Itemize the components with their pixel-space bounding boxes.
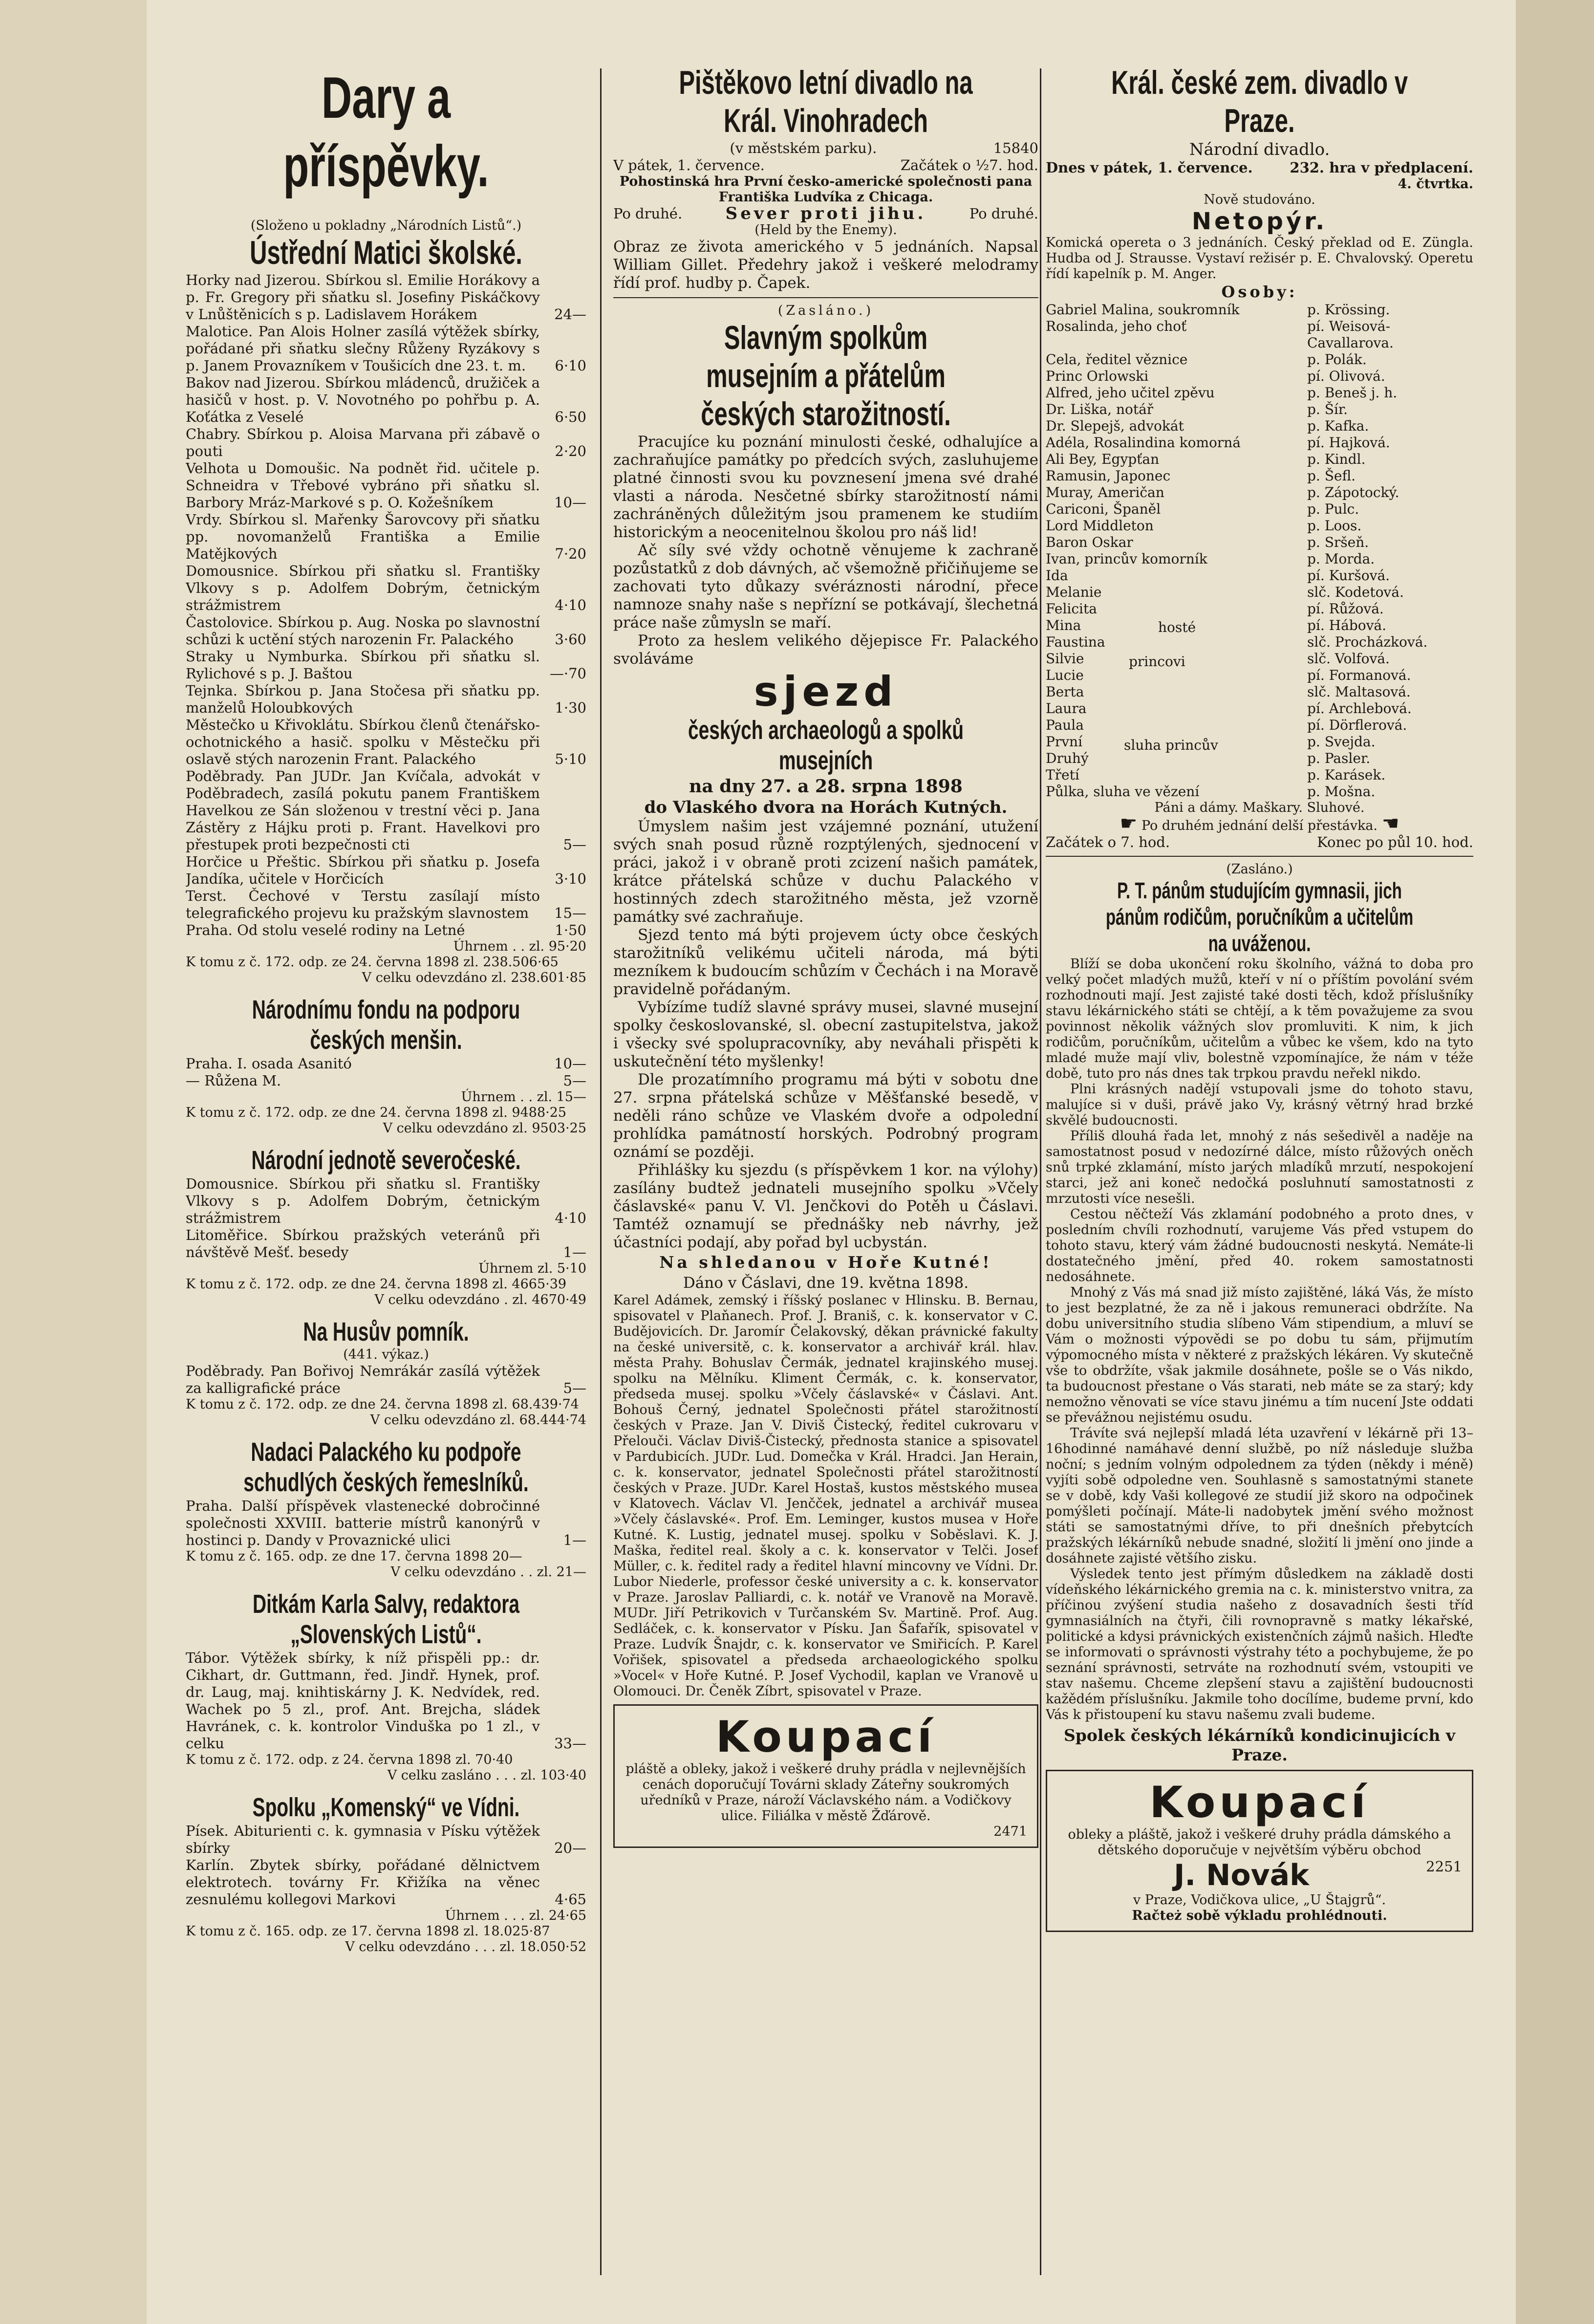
grand-total: V celku zasláno . . . zl. 103·40 xyxy=(387,1768,586,1783)
list-item: Praha. I. osada Asanitó 10— xyxy=(186,1055,586,1072)
cast-row: První p. Svejda. xyxy=(1046,734,1376,750)
grand-total: V celku odevzdáno zl. 9503·25 xyxy=(383,1121,586,1136)
grand-total: V celku odevzdáno . . zl. 21— xyxy=(390,1564,586,1580)
column-middle xyxy=(613,64,1038,2280)
cast-row: Cela, ředitel věznice p. Polák. xyxy=(1046,351,1367,368)
paragraph: Trávíte svá nejlepší mladá léta uzavření v lékárně při 13–16hodinné namáhavé denní službě, po níž následuje služba noční; s jedním volným odpolednem za týden (někdy i méně) vyjíti sobě odpoledne ven. Souhlasně s samostatnými stanete se v době, kdy Vaši kollegové ze studií již skoro na odpočinek pomýšleti počínají. Máte-li nadobytek jmění svého možnost státi se samostatnými dříve, to při dnešních přebytcích pražských lékárníků nebude snadné, složití li jmění ono jinde a dosáhnete zajisté většího zisku. xyxy=(1046,1426,1473,1566)
intermission-note: ☛ Po druhém jednání delší přestávka. ☚ xyxy=(1120,812,1400,835)
list-item: Litoměřice. Sbírkou pražských veteránů při návštěvě Mešť. besedy 1— xyxy=(186,1227,586,1260)
list-item: Praha. Další příspěvek vlastenecké dobročinné společnosti XXVIII. batterie místrů kanonýrů v hostinci p. Dandy v Provaznické ulici 1— xyxy=(186,1498,586,1548)
subtotal: Úhrnem . . zl. 95·20 xyxy=(453,939,586,954)
list-item: — Růžena M. 5— xyxy=(186,1072,586,1089)
list-item: Tábor. Výtěžek sbírky, k níž přispěli pp.: dr. Cikhart, dr. Guttmann, řed. Jindř. Hynek, prof. dr. Laug, maj. knihtiskárny J. K. Nedvídek, red. Wachek po 5 zl., prof. Ant. Brejcha, sládek Havránek, c. k. kontrolor Vinduška po 1 zl., v celku 33— xyxy=(186,1650,586,1752)
cast-row: Baron Oskar p. Sršeň. xyxy=(1046,534,1369,550)
paper-edge-right xyxy=(1516,0,1594,2324)
advert-merchant: J. Novák xyxy=(1174,1858,1310,1892)
carry-over: K tomu z č. 172. odp. ze 24. června 1898 zl. 238.506·65 xyxy=(186,955,559,970)
signatories: Karel Adámek, zemský i říšský poslanec v Hlinsku. B. Bernau, spisovatel v Plaňanech. Prof. J. Braniš, c. k. konservator v C. Budějovicích. Dr. Jaromír Čelakovský, děkan právnické fakulty na české universitě, c. k. konservator a archivář král. hlav. města Prahy. Bohuslav Čermák, jednatel krajinského musej. spolku na Mělníku. Kliment Čermák, c. k. konservator, předseda musej. spolku »Včely čáslavské« v Čáslavi. Ant. Bohouš Černý, jednatel Společnosti přátel starožitností českých v Praze. Jan V. Diviš Čistecký, ředitel cukrovaru v Přelouči. Václav Diviš-Čistecký, přednosta stanice a spisovatel v Pardubicích. JUDr. Lud. Domečka v Král. Hradci. Jan Herain, c. k. konservator, jednatel Společnosti přátel starožitností českých v Praze. JUDr. Karel Hostaš, kustos městského musea v Klatovech. Václav Vl. Jenčček, jednatel a archivář musea »Včely čáslavské«. Prof. Em. Leminger, kustos musea v Hoře Kutné. K. Lustig, jednatel musej. spolku v Soběslavi. K. J. Maška, ředitel real. školy a c. k. konservator v Telči. Josef Müller, c. k. ředitel rady a ředitel hlavní mincovny ve Vídni. Dr. Lubor Niederle, professor české university a c. k. konservator v Praze. Jaroslav Palliardi, c. k. notář ve Vranově na Moravě. MUDr. Jiří Petrikovich v Turčanském Sv. Martině. Prof. Aug. Sedláček, c. k. konservator v Písku. Jan Šafařík, spisovatel v Praze. Ludvík Šnajdr, c. k. konservator ve Smiřicích. P. Karel Vořišek, spisovatel a předseda archaeologického spolku »Vocel« v Hoře Kutné. P. Josef Vychodil, kaplan ve Vranově u Olomouci. Dr. Čeněk Zíbrt, spisovatel v Praze. xyxy=(613,1293,1038,1699)
column-rule xyxy=(600,68,602,2275)
theatre-subline: (v městském parku). 15840 xyxy=(730,140,1038,156)
paragraph: Úmyslem našim jest vzájemné poznání, utužení svých snah posud různě rozptýlených, sjednocení v práci, jakož i v obraně proti zcizení našich památek, krátce přátelská schůze v duchu Palackého v hostinných zdech starožitného města, jež vzorně památky své zachraňuje. xyxy=(613,818,1038,926)
cast-row: Muray, Američan p. Zápotocký. xyxy=(1046,484,1400,500)
theatre-times: Začátek o 7. hod. Konec po půl 10. hod. xyxy=(1046,834,1473,850)
list-item: Horky nad Jizerou. Sbírkou sl. Emilie Horákovy a p. Fr. Gregory při sňatku sl. Josefiny Piskáčkovy v Lnůštěnicích s p. Ladislavem Horákem 24— xyxy=(186,272,586,323)
cast-row: Paula pí. Dörflerová. xyxy=(1046,717,1407,733)
section-heading: Národní jednotě severočeské. xyxy=(251,1146,521,1175)
carry-over: K tomu z č. 165. odp. ze 17. června 1898 zl. 18.025·87 xyxy=(186,1924,550,1939)
cast-row: Adéla, Rosalindina komorná pí. Hajková. xyxy=(1046,434,1390,451)
grand-total: V celku odevzdáno . zl. 4670·49 xyxy=(374,1292,586,1307)
theatre-play: Po druhé. Sever proti jihu. Po druhé. xyxy=(613,204,1038,223)
divider xyxy=(613,297,1038,298)
section-heading: Ústřední Matici školské. xyxy=(250,234,522,271)
cast-row: Lucie pí. Formanová. xyxy=(1046,667,1411,683)
cast-row: Gabriel Malina, soukromník p. Krössing. xyxy=(1046,302,1390,318)
subtotal: Úhrnem . . . zl. 24·65 xyxy=(445,1908,586,1923)
cast-group-label: princovi xyxy=(1129,653,1185,670)
section-heading: Ditkám Karla Salvy, redaktora „Slovenských Listů“. xyxy=(252,1589,520,1649)
advert-address: v Praze, Vodičkova ulice, „U Štajgrů“. xyxy=(1133,1892,1386,1908)
cast-row: Ida pí. Kuršová. xyxy=(1046,567,1390,584)
section-heading: Na Husův pomník. xyxy=(303,1317,469,1347)
list-item: Horčice u Přeštic. Sbírkou při sňatku p. Josefa Jandíka, učitele v Horčicích 3·10 xyxy=(186,853,586,887)
advert-number: 2471 xyxy=(993,1824,1027,1839)
cast-row: Melanie slč. Kodetová. xyxy=(1046,584,1404,600)
section-heading: Nadaci Palackého ku podpoře schudlých českých řemeslníků. xyxy=(243,1437,529,1497)
advert-text: pláště a obleky, jakož i veškeré druhy prádla v nejlevnějších cenách doporučují Továrni sklady Záteřny soukromých uředníků v Praze, nároží Václavského nám. a Vodičkovy ulice. Filiálka v městě Žďárově. xyxy=(625,1761,1026,1824)
list-item: Velhota u Domoušic. Na podnět řid. učitele p. Schneidra v Třebové vybráno při sňatku sl. Barbory Mráz-Markové s p. O. Kožešníkem 10— xyxy=(186,460,586,511)
cast-row: Druhý p. Pasler. xyxy=(1046,750,1371,766)
list-item: Straky u Nymburka. Sbírkou při sňatku sl. Rylichové s p. J. Baštou —·70 xyxy=(186,648,586,682)
paragraph: Přihlášky ku sjezdu (s příspěvkem 1 kor. na výlohy) zasílány budtež jednateli musejního spolku »Včely čáslavské« panu V. Vl. Jenčkovi do Potěh u Čáslavi. Tamtéž oznamují se přednášky neb návrhy, jež účastníci podají, aby pořad byl ucbystán. xyxy=(613,1161,1038,1251)
paragraph: Plni krásných nadějí vstupovali jsme do tohoto stavu, malujíce si v duši, právě jako Vy, krásný větrný hrad brzké skvělé budoucnosti. xyxy=(1046,1082,1473,1128)
theatre-description: Obraz ze života amerického v 5 jednáních. Napsal William Gillet. Předehry jakož i veškeré melodramy řídí prof. hudby p. Čapek. xyxy=(613,238,1038,292)
cast-row: Ali Bey, Egypťan p. Kindl. xyxy=(1046,451,1366,467)
paragraph: Blíží se doba ukončení roku školního, vážná to doba pro velký počet mladých mužů, kteří v ní o příštím povolání svém rozhodnouti mají. Jest zajisté také dosti těch, kdož příslušníky stavu lékárnického státi se chtějí, a k těm považujeme za svou povinnost několik vážných slov promluviti. K nim, k jich rodičům, poručníkům, učitelům a vůbec ke všem, kdo na tyto mladé muže mají vliv, bolestně vzpomínajíce, že nám v téže době, tuto pro nás dnes tak trpkou pravdu neřekl nikdo. xyxy=(1046,956,1473,1081)
paragraph: Dle prozatímního programu má býti v sobotu dne 27. srpna přátelská schůze v Měšťanské besedě, v neděli ráno schůze ve Vlaském dvoře a odpolední prohlídka památností horských. Podrobný program oznámí se později. xyxy=(613,1071,1038,1161)
theatre-subheading: Národní divadlo. xyxy=(1189,140,1330,159)
carry-over: K tomu z č. 172. odp. ze dne 24. června 1898 zl. 4665·39 xyxy=(186,1277,567,1292)
list-item: Poděbrady. Pan JUDr. Jan Kvíčala, advokát v Poděbradech, zasílá pokutu panem Františkem Havelkou ze Sán složenou v trestní věci p. Jana Zástěry z Hájku proti p. Frant. Havelkovi pro přestupek proti bezpečnosti cti 5— xyxy=(186,768,586,853)
carry-over: K tomu z č. 172. odp. ze dne 24. června 1898 zl. 68.439·74 xyxy=(186,1397,579,1412)
list-item: Domousnice. Sbírkou při sňatku sl. Františky Vlkovy s p. Adolfem Dobrým, četnickým strážmistrem 4·10 xyxy=(186,563,586,613)
pointing-hand-icon: ☛ xyxy=(1120,812,1138,835)
theatre-quarter: 4. čtvrtka. xyxy=(1398,176,1473,192)
advert-title: Koupací xyxy=(1149,1777,1370,1827)
letter-heading: P. T. pánům studujícím gymnasii, jich pánům rodičům, poručníkům a učitelům na uváženou. xyxy=(1105,878,1414,956)
cast-row: Rosalinda, jeho choť pí. Weisová-Cavallarova. xyxy=(1046,318,1394,351)
list-item: Vrdy. Sbírkou sl. Mařenky Šarovcovy při sňatku pp. novomanželů Františka a Emilie Matějkových 7·20 xyxy=(186,511,586,562)
cast-list xyxy=(1046,302,1473,800)
section-heading: Národnímu fondu na podporu českých menšin. xyxy=(252,995,520,1055)
cast-row: Berta slč. Maltasová. xyxy=(1046,684,1411,700)
list-item: Poděbrady. Pan Bořivoj Nemrákár zasílá výtěžek za kalligrafické práce 5— xyxy=(186,1363,586,1396)
subtitle: (Složeno u pokladny „Národních Listů“.) xyxy=(250,218,522,233)
pointing-hand-icon: ☚ xyxy=(1381,812,1400,835)
call-heading: Slavným spolkům musejním a přátelům českých starožitností. xyxy=(701,319,951,433)
cast-heading: Osoby: xyxy=(1221,282,1298,301)
column-right xyxy=(1046,64,1473,2280)
cast-row: Felicita pí. Růžová. xyxy=(1046,601,1384,617)
cast-row: Mina pí. Hábová. xyxy=(1046,617,1386,633)
list-item: Bakov nad Jizerou. Sbírkou mládenců, družiček a hasičů v host. p. V. Novotného po pohřbu p. A. Koťátka z Veselé 6·50 xyxy=(186,374,586,425)
section-heading: Spolku „Komenský“ ve Vídni. xyxy=(252,1793,520,1822)
advert-name-row xyxy=(1057,1858,1462,1892)
cast-row: Silvie slč. Volfová. xyxy=(1046,651,1390,667)
paragraph: Pracujíce ku poznání minulosti české, odhalujíce a zachraňujíce památky po předcích svých, zasluhujeme platné činnosti svou ku povznesení jmena své drahé vlasti a národa. Nesčetné sbírky starožitností námi zachráněných důležitým jsou pramenem ke studiím historickým a neocenitelnou školou pro náš lid! xyxy=(613,433,1038,541)
paragraph: Sjezd tento má býti projevem úcty obce českých starožitníků velikému učiteli národa, má býti mezníkem k budoucím schůzím v Čechách i na Moravě pravidelně pořádaným. xyxy=(613,926,1038,998)
theatre-date: Dnes v pátek, 1. července. 232. hra v předplacení. xyxy=(1046,159,1473,176)
paragraph: Cestou něčteží Vás zklamání podobného a proto dnes, v posledním chvíli rozhodnutí, varujeme Vás před vstupem do tohoto stavu, který vám žádné budoucnosti neskytá. Nemáte-li dostatečného jmění, před 40. rokem samostatnosti nedosáhnete. xyxy=(1046,1207,1473,1284)
list-item: Karlín. Zbytek sbírky, pořádané dělnictvem elektrotech. továrny Fr. Křižíka na věnec zesnulému kollegovi Markovi 4·65 xyxy=(186,1857,586,1908)
cast-group-label: sluha princův xyxy=(1124,737,1218,753)
page-title: Dary a příspěvky. xyxy=(283,65,489,199)
column-donations xyxy=(186,64,586,2280)
theatre-play-english: (Held by the Enemy). xyxy=(754,222,897,238)
cast-row: Dr. Liška, notář p. Šír. xyxy=(1046,401,1348,417)
dated-line: Dáno v Čáslavi, dne 19. května 1898. xyxy=(683,1274,969,1292)
letter-signature: Spolek českých lékárníků kondicinujicích v Praze. xyxy=(1063,1726,1456,1764)
list-item: Praha. Od stolu veselé rodiny na Letné 1·50 xyxy=(186,922,586,938)
grand-total: V celku odevzdáno zl. 238.601·85 xyxy=(362,970,586,985)
divider xyxy=(1046,856,1473,857)
list-item: Domousnice. Sbírkou při sňatku sl. Františky Vlkovy s p. Adolfem Dobrým, četnickým strážmistrem 4·10 xyxy=(186,1175,586,1226)
cast-row: Ramusin, Japonec p. Šefl. xyxy=(1046,468,1356,484)
theatre-description: Komická opereta o 3 jednáních. Český překlad od E. Züngla. Hudba od J. Strausse. Vystaví režisér p. E. Chvalovský. Operetu řídí kapelník p. M. Anger. xyxy=(1046,235,1473,282)
advert-note: Račteż sobě výkladu prohlédnouti. xyxy=(1132,1908,1387,1923)
advert-number: 2251 xyxy=(1426,1858,1462,1875)
theatre-date: V pátek, 1. července. Začátek o ½7. hod. xyxy=(613,157,1038,174)
sjezd-place: do Vlaského dvora na Horách Kutných. xyxy=(644,798,1008,817)
cast-row: Alfred, jeho učitel zpěvu p. Beneš j. h. xyxy=(1046,385,1398,401)
paragraph: Ač síly své vždy ochotně věnujeme k zachraně pozůstatků z dob dávných, ač všemožně přičiňujeme se zachovati tyto důkazy svéráznosti národní, přece namnoze snahy naše s nepřízní se potkávají, šlechetná práce naše zůmysln se maří. xyxy=(613,542,1038,631)
cast-row: Půlka, sluha ve vězení p. Mošna. xyxy=(1046,783,1376,800)
list-item: Tejnka. Sbírkou p. Jana Stočesa při sňatku pp. manželů Holoubkových 1·30 xyxy=(186,682,586,716)
cast-group-label: hosté xyxy=(1158,619,1196,635)
cast-row: Ivan, princův komorník p. Morda. xyxy=(1046,551,1375,567)
advert-koupaci xyxy=(613,1704,1038,1848)
cast-row: Faustina slč. Procházková. xyxy=(1046,634,1428,650)
paragraph: Mnohý z Vás má snad již místo zajištěné, láká Vás, že místo to jest bezplatné, že za ně i jakous remuneraci obdržíte. Na dobu universitního studia slíbeno Vám stipendium, a mluví se Vám o možnosti výpovědi se po dobu tu sám, přijmutím výpomocného místa v některé z pražských lékáren. Vy skutečně vše to obdržíte, však jakmile dosáhnete, pošle se o Vás nikdo, ta budoucnost přestane o Vás starati, neb máte se za starý; kdy nemožno věnovati se více stavu jinému a tím nucení Jste oddati se převážnou nejistému osudu. xyxy=(1046,1285,1473,1425)
carry-over: K tomu z č. 165. odp. ze dne 17. června 1898 20— xyxy=(186,1549,522,1564)
paragraph: Příliš dlouhá řada let, mnohý z nás sešedivěl a naděje na samostatnost posud v nedozírné dálce, místo růžových oněch snů trpké zklamání, místo jarých mladíků mrzutí, nespokojení starci, jež ani koneč nedočká posluhnutí samostatnosti z mrzutosti více nesešli. xyxy=(1046,1129,1473,1206)
farewell: Na shledanou v Hoře Kutné! xyxy=(659,1253,992,1272)
list-item: Malotice. Pan Alois Holner zasílá výtěžek sbírky, pořádané při sňatku slečny Růženy Ryzákovy s p. Janem Provazníkem v Toušicích dne 23. t. m. 6·10 xyxy=(186,323,586,374)
paragraph: Výsledek tento jest přímým důsledkem na základě dosti vídeňského lékárnického gremia na c. k. ministerstvo vnitra, za příčinou zvýšení studia našeho z dosavadních šesti tříd gymnasiálních na čtyři, čili rovnopravně s matky lékařské, politické a kdysi právnických existenčních zájmů našich. Hleďte se informovati o správnosti výstrahy této a pochybujeme, že po seznání správnosti, setrváte na rozhodnutí svém, vstoupiti ve stav našemu. Chceme zlepšení stavu a zajištění budoucnosti kažědém příslušníku. Jakmile toho docílíme, budeme první, kdo Vás k přistoupení ku stavu našemu zvali budeme. xyxy=(1046,1566,1473,1722)
cast-row: Cariconi, Španěl p. Pulc. xyxy=(1046,501,1359,517)
paragraph: Vybízíme tudíž slavné správy musei, slavné musejní spolky českoslovanské, sl. obecní zastupitelstva, jakož i všecky své spolupracovníky, aby neváhali přispěti k uskutečnění této myšlenky! xyxy=(613,999,1038,1070)
carry-over: K tomu z č. 172. odp. ze dne 24. června 1898 zl. 9488·25 xyxy=(186,1105,567,1120)
column-rule xyxy=(1040,68,1041,2275)
sent-label: (Zasláno.) xyxy=(777,303,874,318)
subtotal: Úhrnem zl. 5·10 xyxy=(478,1261,586,1276)
list-item: Častolovice. Sbírkou p. Aug. Noska po slavnostní schůzi k uctění stých narozenin Fr. Palackého 3·60 xyxy=(186,614,586,648)
theatre-heading: Pištěkovo letní divadlo na Král. Vinohradech xyxy=(679,64,973,139)
list-item: Městečko u Křivoklátu. Sbírkou členů čtenářsko-ochotnického a hasič. spolku v Městečku při oslavě stých narozenin Frant. Palackého 5·10 xyxy=(186,717,586,767)
sent-label: (Zasláno.) xyxy=(1226,862,1293,877)
section-subheading: (441. výkaz.) xyxy=(343,1347,429,1362)
cast-row: Princ Orlowski pí. Olivová. xyxy=(1046,368,1385,384)
cast-row: Laura pí. Archlebová. xyxy=(1046,700,1412,717)
theatre-play: Netopýr. xyxy=(1191,208,1328,235)
sjezd-dates: na dny 27. a 28. srpna 1898 xyxy=(689,776,963,797)
advert-koupaci-novak xyxy=(1046,1770,1473,1932)
theatre-studied: Nově studováno. xyxy=(1204,192,1315,207)
theatre-heading: Král. české zem. divadlo v Praze. xyxy=(1111,64,1408,139)
list-item: Terst. Čechové v Terstu zasílají místo telegrafického projevu ku pražským slavnostem 15— xyxy=(186,888,586,921)
cast-row: Třetí p. Karásek. xyxy=(1046,767,1386,783)
advert-text: obleky a pláště, jakož i veškeré druhy prádla dámského a dětského doporučuje v největším výběru obchod xyxy=(1068,1827,1451,1858)
cast-row: Dr. Slepejš, advokát p. Kafka. xyxy=(1046,418,1369,434)
carry-over: K tomu z č. 172. odp. z 24. června 1898 zl. 70·40 xyxy=(186,1752,513,1767)
advert-title: Koupací xyxy=(715,1712,936,1762)
sjezd-heading: sjezd xyxy=(754,668,898,716)
grand-total: V celku odevzdáno . . . zl. 18.050·52 xyxy=(345,1939,586,1955)
sjezd-subheading: českých archaeologů a spolků musejních xyxy=(688,716,964,775)
paragraph: Proto za heslem velikého dějepisce Fr. Palackého svoláváme xyxy=(613,632,1038,668)
subtotal: Úhrnem . . zl. 15— xyxy=(461,1089,586,1105)
cast-extras: Páni a dámy. Maškary. Sluhové. xyxy=(1154,800,1365,815)
paper-edge-left xyxy=(0,0,147,2324)
theatre-guest: Pohostinská hra První česko-americké společnosti pana Františka Ludvíka z Chicaga. xyxy=(619,174,1033,205)
list-item: Chabry. Sbírkou p. Aloisa Marvana při zábavě o pouti 2·20 xyxy=(186,426,586,459)
list-item: Písek. Abiturienti c. k. gymnasia v Písku výtěžek sbírky 20— xyxy=(186,1823,586,1856)
section-list xyxy=(186,272,586,939)
cast-row: Lord Middleton p. Loos. xyxy=(1046,518,1362,534)
grand-total: V celku odevzdáno zl. 68.444·74 xyxy=(370,1412,586,1428)
